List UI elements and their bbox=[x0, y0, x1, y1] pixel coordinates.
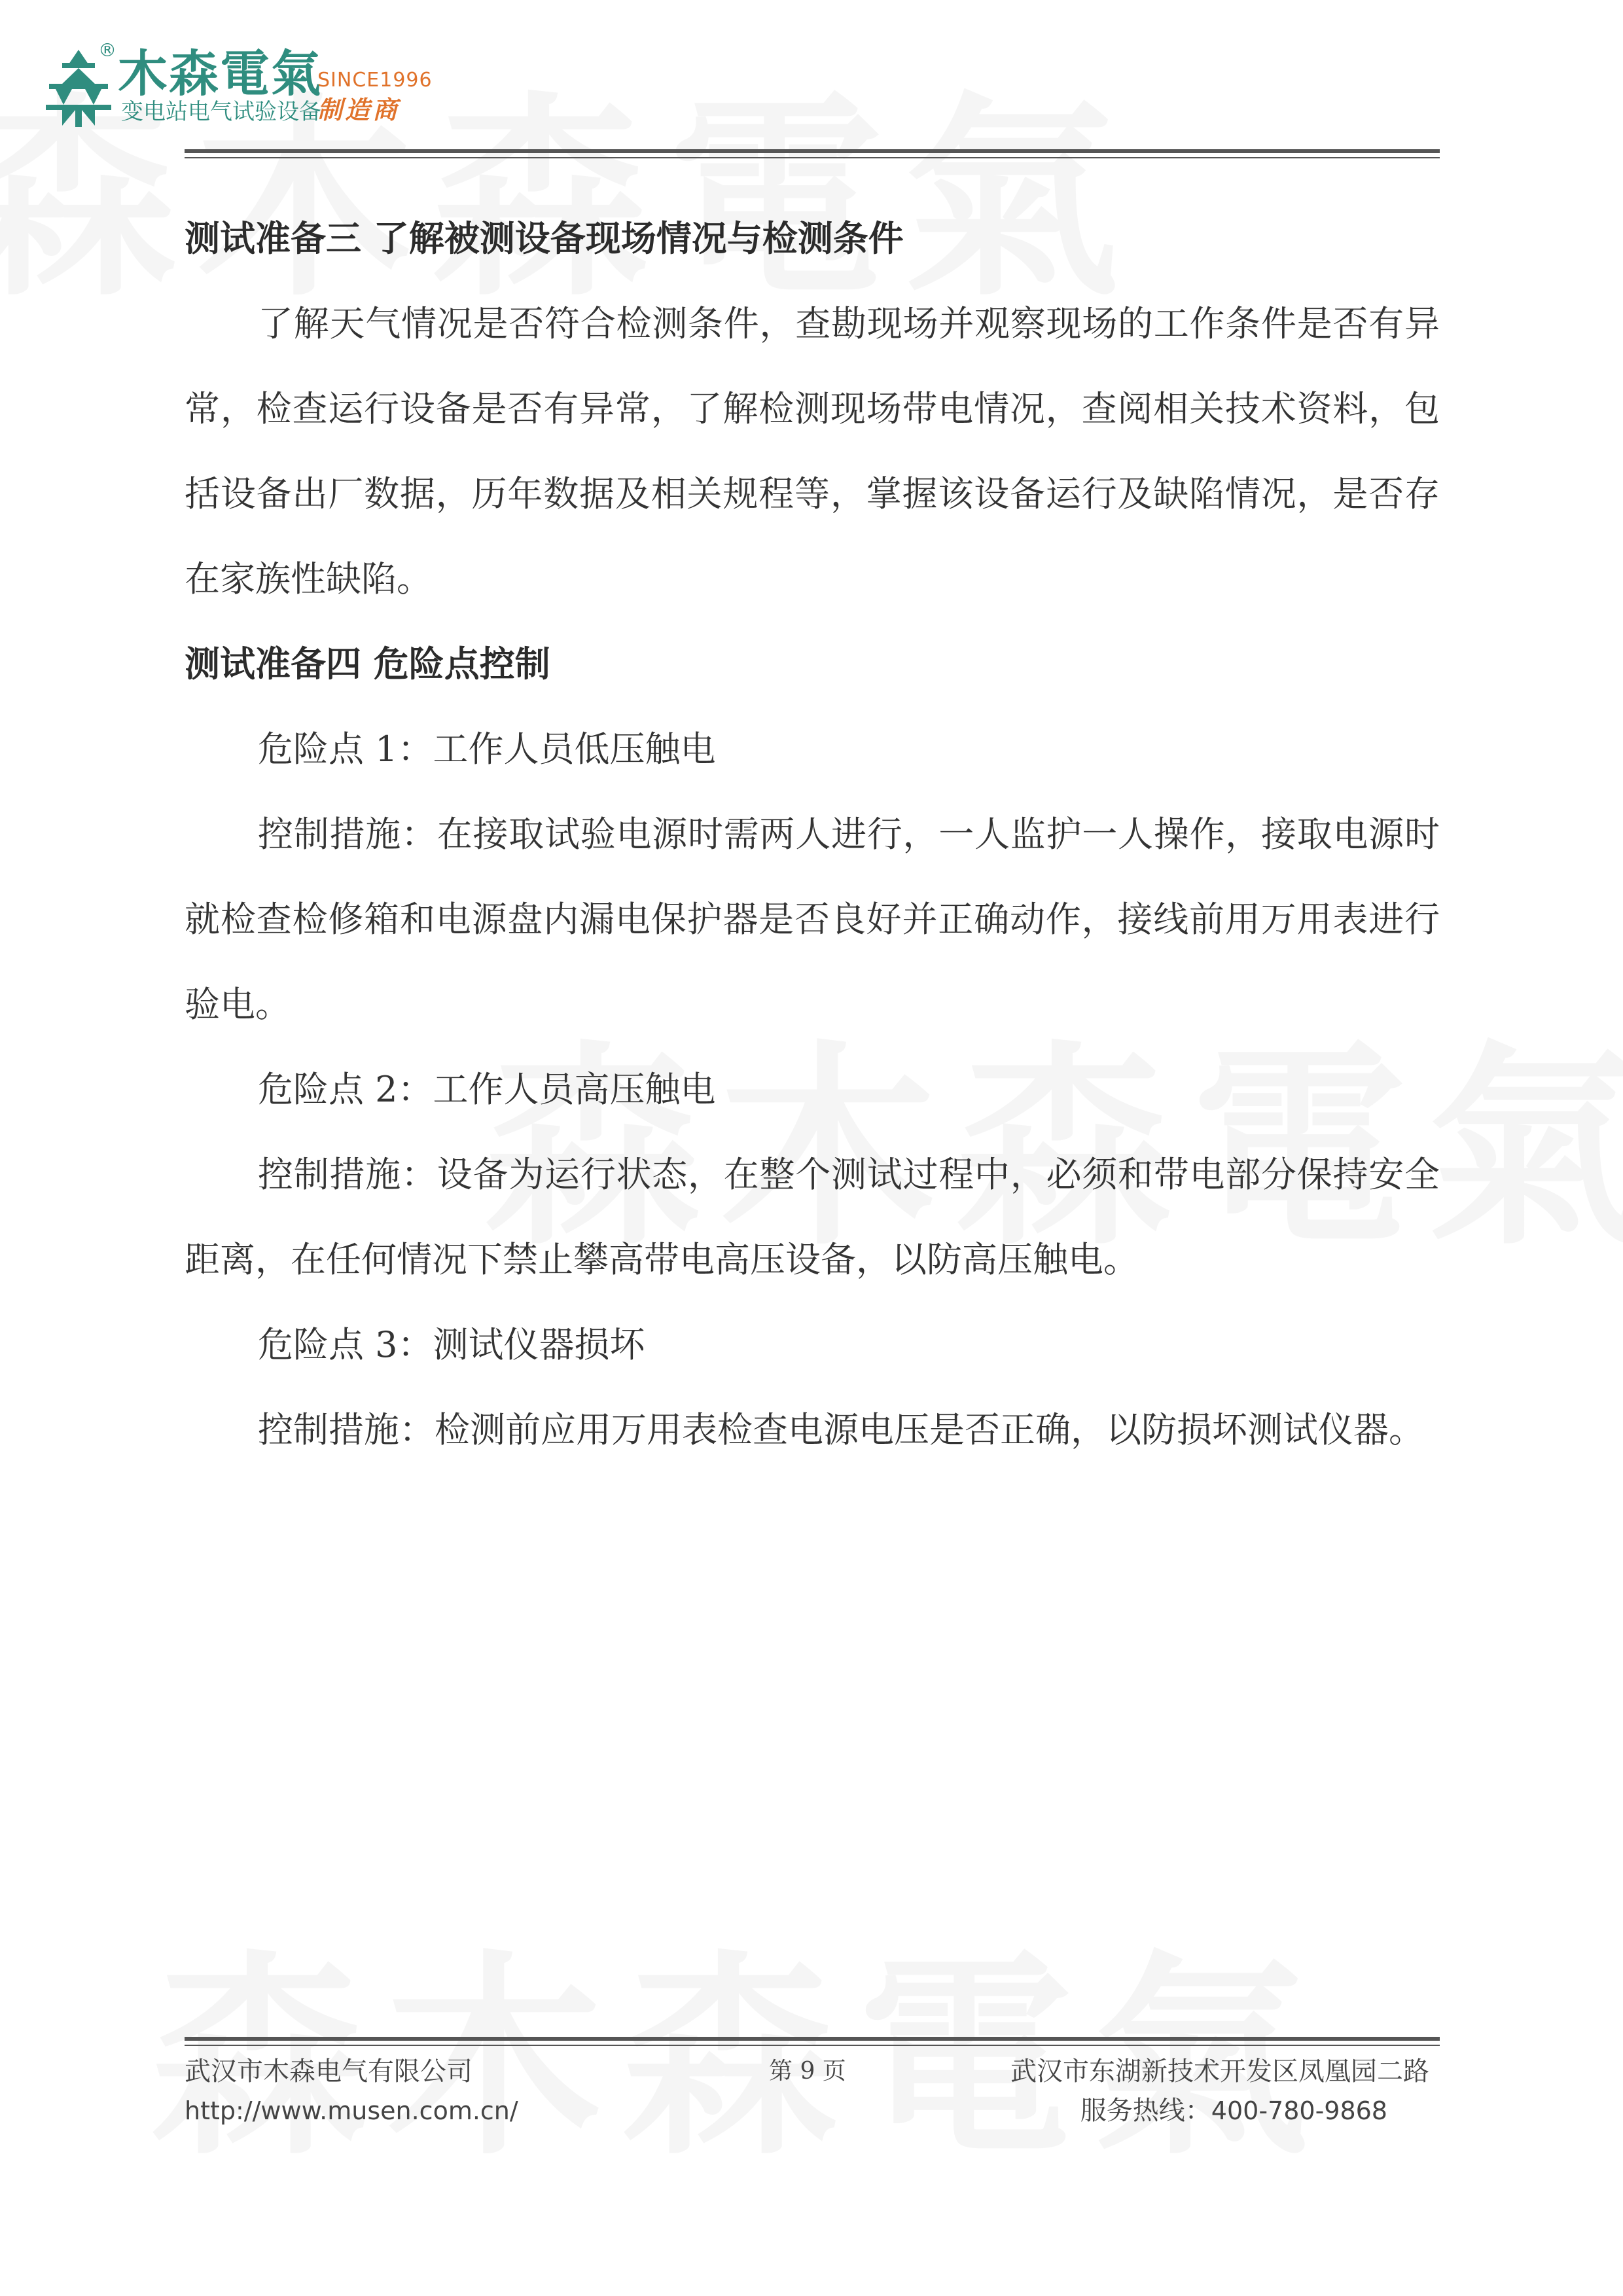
page-header bbox=[0, 0, 1623, 170]
control-measure: 控制措施：在接取试验电源时需两人进行，一人监护一人操作，接取电源时就检查检修箱和电源盘内漏电保护器是否良好并正确动作，接线前用万用表进行验电。 bbox=[185, 814, 1440, 1025]
hotline-number: 400-780-9868 bbox=[1211, 2096, 1387, 2125]
section-heading: 测试准备四 危险点控制 bbox=[185, 643, 550, 685]
document-body bbox=[185, 196, 1440, 1473]
footer-hotline bbox=[1080, 2094, 1387, 2127]
footer-divider-thick bbox=[185, 2037, 1440, 2041]
hazard-title: 危险点 1：工作人员低压触电 bbox=[258, 728, 716, 770]
footer-company: 武汉市木森电气有限公司 bbox=[185, 2056, 473, 2087]
page-number: 第 9 页 bbox=[769, 2058, 846, 2085]
footer-url-link[interactable]: http://www.musen.com.cn/ bbox=[185, 2096, 518, 2125]
header-divider-thin bbox=[185, 157, 1440, 158]
brand-tagline: 变电站电气试验设备 bbox=[121, 99, 321, 125]
section-heading: 测试准备三 了解被测设备现场情况与检测条件 bbox=[185, 218, 904, 259]
footer-address: 武汉市东湖新技术开发区凤凰园二路 bbox=[1010, 2056, 1429, 2087]
brand-since: SINCE1996 bbox=[317, 69, 433, 92]
control-measure: 控制措施：设备为运行状态，在整个测试过程中，必须和带电部分保持安全距离，在任何情况下禁止攀高带电高压设备，以防高压触电。 bbox=[185, 1154, 1440, 1280]
hazard-title: 危险点 3：测试仪器损坏 bbox=[258, 1324, 645, 1365]
hotline-label: 服务热线： bbox=[1080, 2096, 1211, 2126]
hazard-title: 危险点 2：工作人员高压触电 bbox=[258, 1069, 716, 1110]
footer-divider-thin bbox=[185, 2045, 1440, 2046]
brand-name: 木森電氣 bbox=[118, 45, 322, 103]
brand-tagline-accent: 制造商 bbox=[317, 95, 401, 124]
header-divider-thick bbox=[185, 149, 1440, 153]
paragraph: 了解天气情况是否符合检测条件，查勘现场并观察现场的工作条件是否有异常，检查运行设备是否有异常，了解检测现场带电情况，查阅相关技术资料，包括设备出厂数据，历年数据及相关规程等，掌握该设备运行及缺陷情况，是否存在家族性缺陷。 bbox=[185, 303, 1440, 600]
control-measure: 控制措施：检测前应用万用表检查电源电压是否正确，以防损坏测试仪器。 bbox=[258, 1409, 1424, 1450]
registered-mark: ® bbox=[98, 39, 116, 61]
